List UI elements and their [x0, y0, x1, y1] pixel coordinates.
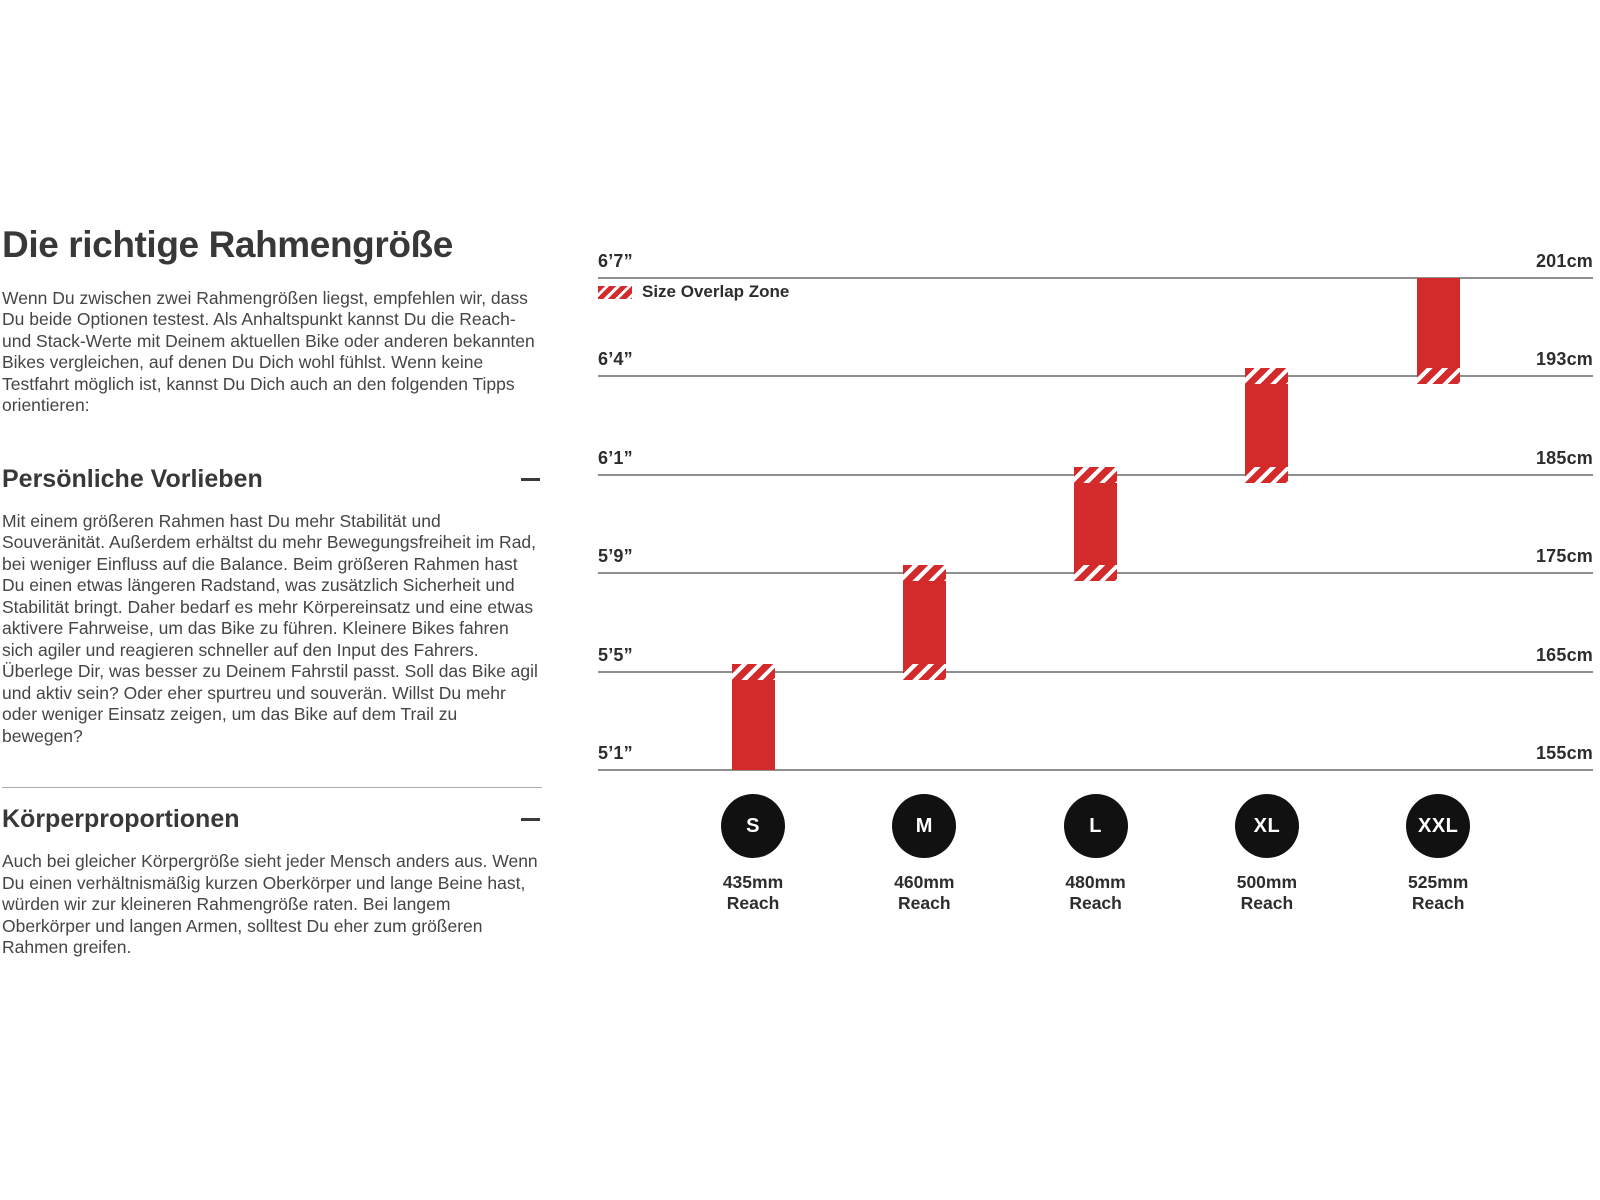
- section-collapse-button[interactable]: [519, 472, 542, 487]
- minus-icon: [521, 478, 540, 481]
- size-badge-m: M: [892, 794, 956, 858]
- reach-value: 525mm: [1408, 872, 1469, 892]
- section-body-text: Auch bei gleicher Körpergröße sieht jeder Mensch anders aus. Wenn Du einen verhältnismäßig kurzen Oberkörper und lange Beine hast, würden wir zur kleineren Rahmengröße raten. Bei langem Oberkörper und langen Armen, solltest Du eher zum größeren Rahmen greifen.: [2, 851, 538, 958]
- section-divider: [2, 787, 542, 788]
- height-ft-label: 5’5”: [598, 644, 633, 665]
- reach-caption: Reach: [898, 893, 951, 913]
- page-title: Die richtige Rahmengröße: [2, 224, 453, 265]
- overlap-zone-bottom: [1074, 565, 1117, 581]
- section-heading: Körperproportionen: [2, 805, 240, 834]
- overlap-zone-bottom: [1417, 368, 1460, 384]
- minus-icon: [521, 818, 540, 821]
- overlap-zone-top: [1245, 368, 1288, 384]
- reach-caption: Reach: [1069, 893, 1122, 913]
- chart-legend: [598, 282, 789, 302]
- section-collapse-button[interactable]: [519, 812, 542, 827]
- height-cm-label: 201cm: [1535, 251, 1593, 271]
- height-ft-label: 6’1”: [598, 447, 633, 468]
- size-range-bar-xl: [1245, 368, 1288, 482]
- size-range-bar-m: [903, 565, 946, 679]
- overlap-zone-bottom: [1245, 467, 1288, 483]
- intro-paragraph: Wenn Du zwischen zwei Rahmengrößen liegst, empfehlen wir, dass Du beide Optionen testest. Als Anhaltspunkt kannst Du die Reach- und Stack-Werte mit Deinem aktuellen Bike oder anderen bekannten Bikes vergleichen, auf denen Du Dich wohl fühlst. Wenn keine Testfahrt möglich ist, kannst Du Dich auch an den folgenden Tipps orientieren:: [2, 287, 535, 416]
- reach-caption: Reach: [1240, 893, 1294, 913]
- height-cm-label: 193cm: [1535, 349, 1593, 370]
- reach-value: 480mm: [1065, 872, 1126, 892]
- height-cm-label: 165cm: [1535, 644, 1593, 665]
- reach-value: 460mm: [894, 872, 955, 892]
- height-cm-label: 155cm: [1535, 743, 1593, 763]
- height-ft-label: 5’9”: [598, 546, 633, 567]
- reach-value: 500mm: [1236, 872, 1298, 892]
- legend-label: Size Overlap Zone: [642, 282, 790, 301]
- article-column: [2, 226, 542, 959]
- reach-label-m: [859, 872, 989, 914]
- size-range-bar-s: [732, 664, 775, 770]
- overlap-zone-bottom: [903, 664, 946, 680]
- size-badge-l: L: [1064, 794, 1128, 858]
- section-header-koerperproportionen[interactable]: [2, 805, 542, 834]
- section-header-persoenliche-vorlieben[interactable]: [2, 465, 542, 494]
- size-chart: [590, 240, 1593, 960]
- section-body-text: Mit einem größeren Rahmen hast Du mehr Stabilität und Souveränität. Außerdem erhältst du mehr Bewegungsfreiheit im Rad, bei weniger Einfluss auf die Balance. Beim größeren Rahmen hast Du einen etwas längeren Radstand, was zusätzlich Sicherheit und Stabilität bringt. Daher bedarf es mehr Körpereinsatz und eine etwas aktivere Fahrweise, um das Bike zu führen. Kleinere Bikes fahren sich agiler und reagieren schneller auf den Input des Fahrers. Überlege Dir, was besser zu Deinem Fahrstil passt. Soll das Bike agil und aktiv sein? Oder eher spurtreu und souverän. Willst Du mehr oder weniger Einsatz zeigen, um das Bike auf dem Trail zu bewegen?: [2, 510, 538, 746]
- overlap-zone-top: [903, 565, 946, 581]
- size-badge-xl: XL: [1235, 794, 1299, 858]
- reach-value: 435mm: [722, 872, 784, 892]
- reach-label-s: [688, 872, 818, 914]
- reach-label-xxl: [1373, 872, 1503, 914]
- height-ft-label: 6’4”: [598, 349, 633, 370]
- overlap-zone-top: [1074, 467, 1117, 483]
- reach-caption: Reach: [1411, 893, 1465, 913]
- height-ft-label: 6’7”: [598, 251, 633, 271]
- reach-caption: Reach: [726, 893, 780, 913]
- height-cm-label: 175cm: [1535, 546, 1593, 567]
- size-badge-xxl: XXL: [1406, 794, 1470, 858]
- reach-label-xl: [1202, 872, 1332, 914]
- overlap-zone-top: [732, 664, 775, 680]
- overlap-hatch-swatch-icon: [598, 286, 632, 299]
- size-range-bar-xxl: [1417, 278, 1460, 384]
- size-range-bar-l: [1074, 467, 1117, 581]
- height-cm-label: 185cm: [1535, 447, 1593, 468]
- height-ft-label: 5’1”: [598, 743, 633, 763]
- reach-label-l: [1031, 872, 1161, 914]
- size-badge-s: S: [721, 794, 785, 858]
- section-heading: Persönliche Vorlieben: [2, 464, 263, 493]
